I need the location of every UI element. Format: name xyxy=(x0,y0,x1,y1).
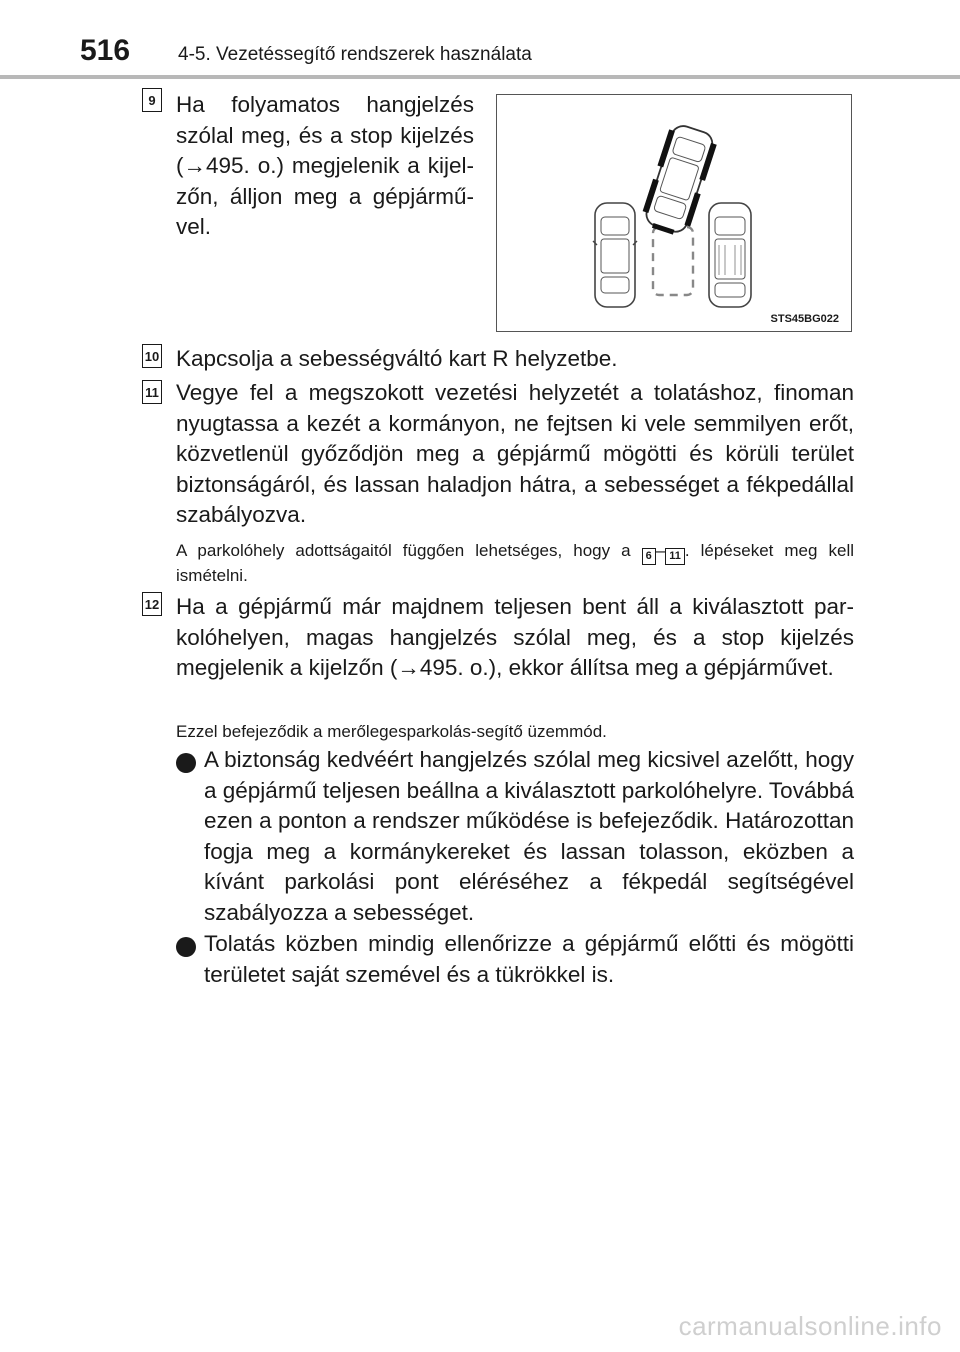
bullet-icon xyxy=(176,753,196,773)
bullet-text-2: Tolatás közben mindig ellenőrizze a gépjármű előtti és mögötti területet saját szemével és a tükrökkel is. xyxy=(204,931,854,987)
step-number-10: 10 xyxy=(142,344,162,368)
parking-figure xyxy=(496,94,852,332)
chapter-title: 4-5. Vezetéssegítő rendszerek használata xyxy=(178,44,532,65)
note-step-ref-6: 6 xyxy=(642,548,656,565)
step-12-text: Ha a gépjármű már majdnem teljesen bent áll a kiválasztott parkolóhelyen, magas hangjelzés szólal meg, és a stop kijelzés megjelenik a kijelzőn (→495. o.), ekkor állítsa meg a gépjárművet. xyxy=(176,594,854,680)
note-step-ref-11: 11 xyxy=(665,548,685,565)
reversing-car xyxy=(639,122,720,239)
step-11-note xyxy=(176,540,854,586)
parked-car-right xyxy=(709,203,751,307)
figure-code: STS45BG022 xyxy=(770,313,839,325)
note-dash: – xyxy=(655,541,666,560)
step-number-12: 12 xyxy=(142,592,162,616)
bullet-text-1: A biztonság kedvéért hangjelzés szólal meg kicsivel azelőtt, hogy a gépjármű teljesen beállna a kiválasztott parkolóhelyre. Továbbá ezen a ponton a rendszer működése is befejeződik. Határozottan fogja meg a kormánykereket és lassan tolasson, eközben a kívánt parkolási pont eléréséhez a fékpedál segítségével szabályozza a sebességet. xyxy=(204,747,854,925)
step-11-text: Vegye fel a megszokott vezetési helyzetét a tolatáshoz, finoman nyugtassa a kezét a kormányon, ne fejtsen ki vele semmilyen erőt, közvetlenül győződjön meg a gépjármű mögötti és körüli terület biztonságáról, és lassan haladjon hátra, a sebességet a fékpedállal szabályozva. xyxy=(176,380,854,527)
parking-bay-outline xyxy=(653,227,693,295)
page-number: 516 xyxy=(80,34,131,67)
parking-illustration xyxy=(497,95,850,330)
step-number-9: 9 xyxy=(142,88,162,112)
parked-car-left xyxy=(593,203,637,307)
header-rule xyxy=(0,75,960,79)
step-12-note: Ezzel befejeződik a merőlegesparkolás-segítő üzemmód. xyxy=(176,722,607,741)
step-number-11: 11 xyxy=(142,380,162,404)
bullet-icon xyxy=(176,937,196,957)
note-text-before: A parkolóhely adottságaitól függően lehetséges, hogy a xyxy=(176,541,631,560)
page-header xyxy=(0,0,960,80)
step-10-text: Kapcsolja a sebességváltó kart R helyzetbe. xyxy=(176,346,618,371)
step-9-text: Ha folyamatos hangjelzés szólal meg, és a stop kijelzés (→495. o.) megjelenik a kijelzőn, álljon meg a gépjárművel. xyxy=(176,92,474,239)
watermark: carmanualsonline.info xyxy=(678,1311,942,1341)
note-text-after: . lépéseket meg kell ismételni. xyxy=(176,541,854,585)
